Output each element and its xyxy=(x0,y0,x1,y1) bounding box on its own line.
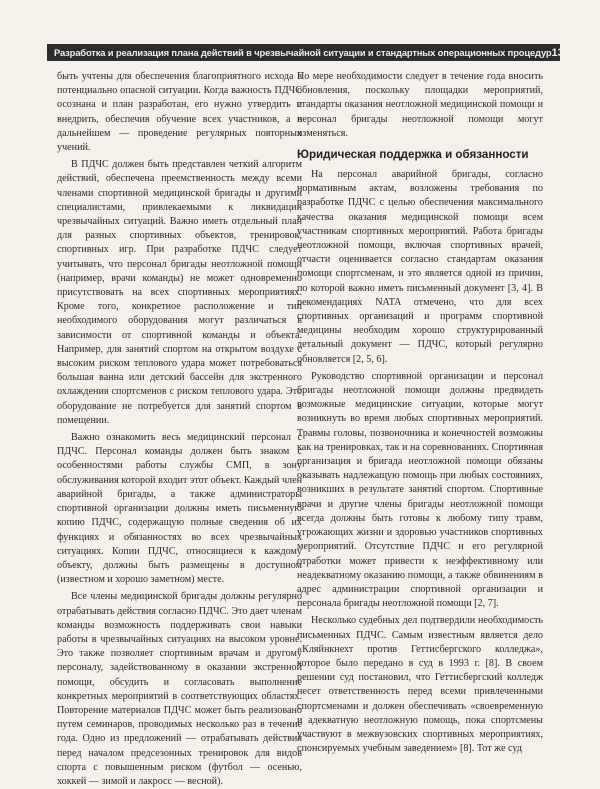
paragraph: На персонал аварийной бригады, согласно нормативным актам, возложены требования по разработке ПДЧС с целью обеспечения максимального качества оказания медицинской помощи всем участникам спортивных мероприятий. Работа бригады неотложной помощи, включая спортивных врачей, отчасти оценивается согласно стандартам оказания помощи спортсменам, и это является одной из причин, по которой важно иметь письменный документ [3, 4]. В рекомендациях NATA отмечено, что для всех спортивных организаций и программ спортивной медицины необходим хорошо структурированный детальный документ — ПДЧС, который регулярно обновляется [2, 5, 6]. xyxy=(297,169,543,365)
left-column xyxy=(57,70,302,789)
section-heading: Юридическая поддержка и обязанности xyxy=(297,148,529,162)
paragraph: Руководство спортивной организации и персонал бригады неотложной помощи должны предвидеть возможные медицинские ситуации, которые могут возникнуть во время любых спортивных мероприятий. Травмы головы, позвоночника и конечностей возможны как на тренировках, так и на соревнованиях. Спортивная организация и бригада неотложной помощи обязаны оказывать надлежащую помощь при любых состояниях, возникших в результате занятий спортом. Спортивные врачи и другие члены бригады неотложной помощи всегда должны быть готовы к любому типу травм, угрожающих жизни и здоровью участников спортивных мероприятий. Отсутствие ПДЧС и его регулярной отработки может привести к неэффективному или неадекватному оказанию помощи, а также обвинениям в адрес администрации спортивной организации и персонала бригады неотложной помощи [2, 7]. xyxy=(297,370,543,610)
paragraph: Все члены медицинской бригады должны регулярно отрабатывать действия согласно ПДЧС. Это дает членам команды возможность поддерживать свои навыки работы в чрезвычайных ситуациях на высоком уровне. Это также позволяет спортивным врачам и другому персоналу, задействованному в оказании экстренной помощи, обсудить и согласовать выполнение конкретных мероприятий в соответствующих областях. Повторение материалов ПДЧС может быть реализовано путем семинаров, проводимых несколько раз в течение года. Одно из предложений — отрабатывать действия перед началом предсезонных тренировок для видов спорта с повышенным риском (футбол — осенью, хоккей — зимой и лакросс — весной). xyxy=(57,591,302,787)
page-number: 13 xyxy=(551,46,564,59)
paragraph: Несколько судебных дел подтвердили необходимость письменных ПДЧС. Самым известным является дело «Кляйнкнехт против Геттисбергского колледжа», которое было передано в суд в 1993 г. [8]. В своем решении суд постановил, что Геттисбергский колледж несет ответственность перед всеми привлеченными спортсменами и должен обеспечивать «своевременную и адекватную неотложную помощь, пока спортсмены участвуют в межвузовских спортивных мероприятиях, спонсируемых учебным заведением» [8]. Тот же суд xyxy=(297,615,543,755)
right-column xyxy=(297,70,543,756)
running-header-title: Разработка и реализация плана действий в чрезвычайной ситуации и стандартных операционных процедур xyxy=(54,47,552,58)
paragraph: По мере необходимости следует в течение года вносить обновления, поскольку площадки мероприятий, стандарты оказания неотложной медицинской помощи и персонал бригады неотложной помощи могут изменяться. xyxy=(297,71,543,139)
paragraph: В ПДЧС должен быть представлен четкий алгоритм действий, обеспечена преемственность между всеми членами спортивной медицинской бригады и другими специалистами, привлекаемыми к ликвидации чрезвычайных ситуаций. Важно иметь отдельный план для разных спортивных объектов, тренировок, спортивных игр. При разработке ПДЧС следует учитывать, что персонал бригады неотложной помощи (например, врачи команды) не может одновременно присутствовать на всех спортивных мероприятиях. Кроме того, конкретное расположение и тип необходимого оборудования могут различаться в зависимости от спортивной команды и объекта. Например, для занятий спортом на открытом воздухе с высоким риском теплового удара может потребоваться большая ванна или детский бассейн для экстренного охлаждения спортсменов с риском теплового удара. Это оборудование не потребуется для занятий спортом в помещении. xyxy=(57,159,302,426)
paragraph: Важно ознакомить весь медицинский персонал с ПДЧС. Персонал команды должен быть знаком с особенностями работы службы СМП, в зону обслуживания которой входит этот объект. Каждый член аварийной бригады, а также администраторы спортивной организации должны иметь письменную копию ПДЧС, содержащую полные сведения об их функциях и обязанностях во всех чрезвычайных ситуациях. Копии ПДЧС, относящиеся к каждому объекту, должны быть размещены в доступном (известном и хорошо заметном) месте. xyxy=(57,432,302,586)
running-header xyxy=(47,44,564,61)
paragraph: быть учтены для обеспечения благоприятного исхода в потенциально опасной ситуации. Когда важность ПДЧС осознана и план разработан, его нужно утвердить и внедрить, обеспечив обучение всех участников, а в дальнейшем — проведение регулярных повторных учений. xyxy=(57,71,302,154)
